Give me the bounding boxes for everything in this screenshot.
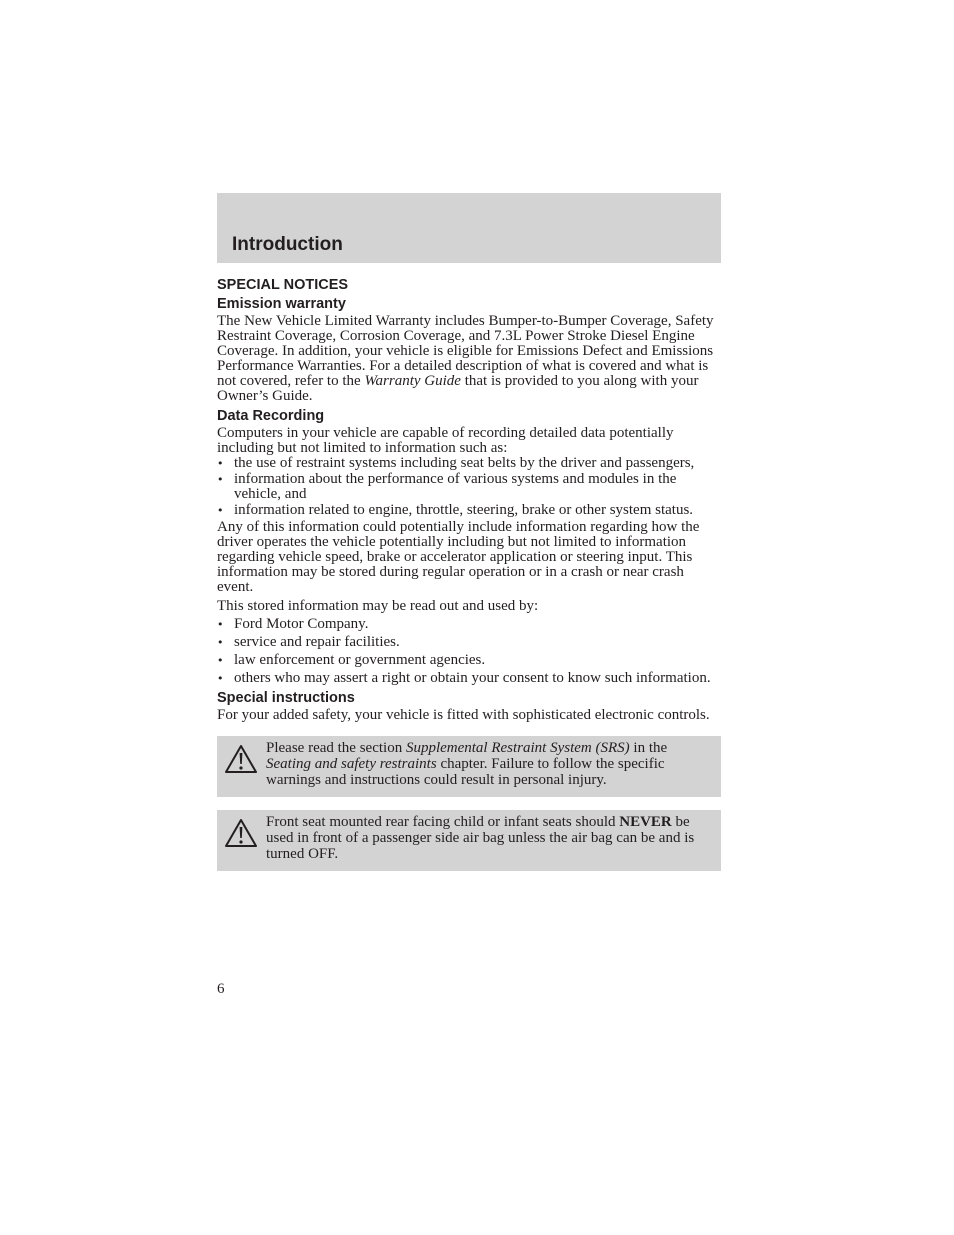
section-title: SPECIAL NOTICES <box>217 277 349 293</box>
list-item: • the use of restraint systems including seat belts by the driver and passengers, <box>217 455 695 471</box>
bullet-icon: • <box>217 636 224 649</box>
warning-triangle-icon <box>224 818 258 848</box>
list-item: • law enforcement or government agencies. <box>217 652 486 668</box>
bullet-icon: • <box>217 473 224 486</box>
list-item: • Ford Motor Company. <box>217 616 369 632</box>
bullet-icon: • <box>217 618 224 631</box>
srs-warning-box: Please read the section Supplemental Restraint System (SRS) in the Seating and safety restraints chapter. Failure to follow the specific warnings and instructions could result in personal injury. <box>217 736 721 797</box>
recorded-info-list <box>217 456 721 518</box>
child-seat-warning-box: Front seat mounted rear facing child or infant seats should NEVER be used in front of a passenger side air bag unless the air bag can be and is turned OFF. <box>217 810 721 871</box>
warning-triangle-icon <box>224 744 258 774</box>
warranty-guide-title: Warranty Guide <box>364 373 461 389</box>
data-recording-heading: Data Recording <box>217 408 325 424</box>
bullet-icon: • <box>217 504 224 517</box>
list-item: • information related to engine, throttle, steering, brake or other system status. <box>217 502 694 518</box>
special-instructions-text: For your added safety, your vehicle is fitted with sophisticated electronic controls. <box>217 707 710 723</box>
emission-warranty-text: The New Vehicle Limited Warranty includes Bumper-to-Bumper Coverage, Safety Restraint Coverage, Corrosion Coverage, and 7.3L Power Stroke Diesel Engine Coverage. In addition, your vehicle is eligible for Emissions Defect and Emissions Performance Warranties. For a detailed description of what is covered and what is not covered, refer to the Warranty Guide that is provided to you along with your Owner’s Guide. <box>217 313 714 404</box>
emission-warranty-heading: Emission warranty <box>217 296 346 312</box>
page-content <box>217 276 721 871</box>
data-recording-intro: Computers in your vehicle are capable of recording detailed data potentially including but not limited to information such as: <box>217 425 674 456</box>
page-number: 6 <box>217 981 225 997</box>
info-users-list <box>217 617 721 686</box>
section-header-band <box>217 193 721 263</box>
list-item: • others who may assert a right or obtain your consent to know such information. <box>217 670 711 686</box>
bullet-icon: • <box>217 654 224 667</box>
bullet-icon: • <box>217 672 224 685</box>
list-item: • information about the performance of various systems and modules in the vehicle, and <box>217 471 677 502</box>
chapter-title: Introduction <box>232 234 343 255</box>
bullet-icon: • <box>217 457 224 470</box>
data-recording-detail: Any of this information could potentially include information regarding how the driver operates the vehicle potentially including but not limited to information regarding vehicle speed, brake or accelerator application or steering input. This information may be stored during regular operation or in a crash or near crash event. <box>217 519 700 595</box>
data-recording-users-intro: This stored information may be read out and used by: <box>217 598 539 614</box>
list-item: • service and repair facilities. <box>217 634 400 650</box>
special-instructions-heading: Special instructions <box>217 690 355 706</box>
